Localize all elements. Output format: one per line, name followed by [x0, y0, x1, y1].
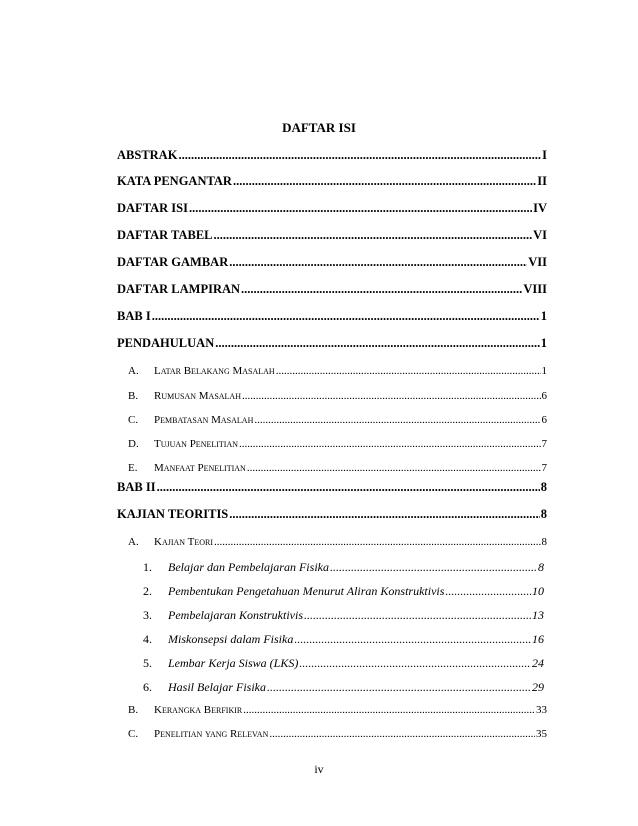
toc-entry-label: Lembar Kerja Siswa (LKS) — [168, 656, 299, 670]
toc-entry-number: E. — [128, 462, 138, 474]
dot-leader — [229, 507, 539, 522]
toc-entry — [117, 480, 547, 495]
toc-entry-number: B. — [128, 390, 139, 402]
dot-leader — [189, 201, 532, 216]
toc-entry-label: Hasil Belajar Fisika — [168, 680, 266, 694]
toc-entry-label: ABSTRAK — [117, 148, 178, 162]
toc-entry-label: KAJIAN TEORITIS — [117, 507, 229, 521]
toc-entry — [128, 414, 547, 426]
dot-leader — [247, 462, 541, 474]
dot-leader — [299, 656, 531, 671]
toc-entry — [128, 536, 547, 548]
toc-entry-page: 1 — [540, 336, 547, 350]
dot-leader — [215, 336, 540, 351]
toc-entry — [117, 336, 547, 351]
toc-entry-label: DAFTAR LAMPIRAN — [117, 282, 241, 296]
toc-entry-page: 10 — [532, 584, 544, 598]
toc-entry-number: 5. — [143, 656, 152, 670]
toc-entry — [128, 728, 547, 740]
dot-leader — [254, 414, 540, 426]
toc-entry — [128, 438, 547, 450]
toc-entry — [143, 632, 544, 647]
toc-entry-label: DAFTAR TABEL — [117, 228, 213, 242]
toc-entry-page: VI — [533, 228, 547, 242]
dot-leader — [267, 680, 531, 695]
dot-leader — [445, 584, 531, 599]
dot-leader — [276, 365, 541, 377]
toc-entry-number: B. — [128, 704, 139, 716]
toc-entry-label: Penelitian yang Relevan — [154, 728, 269, 740]
toc-entry — [117, 309, 547, 324]
toc-entry — [117, 148, 547, 163]
toc-entry-number: 6. — [143, 680, 152, 694]
dot-leader — [243, 704, 535, 716]
dot-leader — [239, 438, 540, 450]
dot-leader — [229, 255, 527, 270]
toc-entry-page: 8 — [538, 560, 544, 574]
toc-entry-label: Manfaat Penelitian — [154, 462, 246, 474]
toc-entry-number: 3. — [143, 608, 152, 622]
toc-entry-label: Pembelajaran Konstruktivis — [168, 608, 303, 622]
toc-entry-number: C. — [128, 414, 139, 426]
toc-entry — [117, 255, 547, 270]
toc-entry-number: D. — [128, 438, 139, 450]
toc-entry-label: Tujuan Penelitian — [154, 438, 239, 450]
dot-leader — [233, 174, 536, 189]
page-title: DAFTAR ISI — [282, 120, 356, 135]
toc-entry — [117, 507, 547, 522]
toc-entry-page: VIII — [523, 282, 547, 296]
dot-leader — [157, 480, 540, 495]
toc-entry — [117, 201, 547, 216]
dot-leader — [269, 728, 535, 740]
toc-entry-label: Latar Belakang Masalah — [154, 365, 275, 377]
toc-entry-page: I — [542, 148, 547, 162]
toc-entry — [117, 174, 547, 189]
toc-entry-label: Pembatasan Masalah — [154, 414, 254, 426]
toc-entry-label: BAB II — [117, 480, 156, 494]
dot-leader — [214, 536, 541, 548]
toc-entry-label: DAFTAR ISI — [117, 201, 188, 215]
toc-entry-page: 8 — [540, 480, 547, 494]
toc-entry — [128, 704, 547, 716]
toc-entry-page: 35 — [536, 728, 547, 740]
toc-entry — [143, 560, 544, 575]
toc-entry — [143, 656, 544, 671]
page-number: iv — [314, 762, 324, 776]
toc-entry — [143, 680, 544, 695]
dot-leader — [294, 632, 531, 647]
dot-leader — [242, 390, 541, 402]
toc-entry-page: 1 — [541, 365, 547, 377]
toc-entry-page: 33 — [536, 704, 547, 716]
toc-entry-page: 6 — [541, 414, 547, 426]
toc-entry-label: Belajar dan Pembelajaran Fisika — [168, 560, 329, 574]
toc-entry-label: Miskonsepsi dalam Fisika — [168, 632, 294, 646]
toc-entry — [128, 365, 547, 377]
toc-entry — [117, 282, 547, 297]
toc-entry-label: PENDAHULUAN — [117, 336, 215, 350]
toc-entry-page: 1 — [540, 309, 547, 323]
toc-entry-number: C. — [128, 728, 139, 740]
toc-entry — [117, 228, 547, 243]
toc-entry-page: 8 — [541, 536, 547, 548]
toc-entry-number: 1. — [143, 560, 152, 574]
toc-entry-page: 7 — [541, 462, 547, 474]
toc-entry — [143, 608, 544, 623]
toc-entry-page: 13 — [532, 608, 544, 622]
toc-entry-label: DAFTAR GAMBAR — [117, 255, 229, 269]
toc-entry-number: A. — [128, 365, 139, 377]
toc-entry-page: 8 — [540, 507, 547, 521]
toc-entry-page: 24 — [532, 656, 544, 670]
toc-entry-label: Pembentukan Pengetahuan Menurut Aliran Konstruktivis — [168, 584, 445, 598]
toc-entry-label: Kajian Teori — [154, 536, 213, 548]
toc-entry-page: 16 — [532, 632, 544, 646]
toc-entry — [128, 390, 547, 402]
toc-entry-page: II — [537, 174, 547, 188]
toc-entry-number: A. — [128, 536, 139, 548]
toc-entry — [128, 462, 547, 474]
toc-entry-number: 4. — [143, 632, 152, 646]
dot-leader — [241, 282, 522, 297]
dot-leader — [304, 608, 531, 623]
toc-entry-label: Kerangka Berfikir — [154, 704, 243, 716]
toc-entry-label: BAB I — [117, 309, 151, 323]
dot-leader — [178, 148, 541, 163]
dot-leader — [214, 228, 533, 243]
toc-entry-page: 6 — [541, 390, 547, 402]
dot-leader — [152, 309, 540, 324]
toc-entry-number: 2. — [143, 584, 152, 598]
toc-entry — [143, 584, 544, 599]
toc-entry-page: IV — [533, 201, 547, 215]
toc-entry-label: KATA PENGANTAR — [117, 174, 232, 188]
toc-entry-page: 7 — [541, 438, 547, 450]
toc-entry-label: Rumusan Masalah — [154, 390, 241, 402]
toc-entry-page: 29 — [532, 680, 544, 694]
toc-entry-page: VII — [528, 255, 547, 269]
dot-leader — [330, 560, 537, 575]
